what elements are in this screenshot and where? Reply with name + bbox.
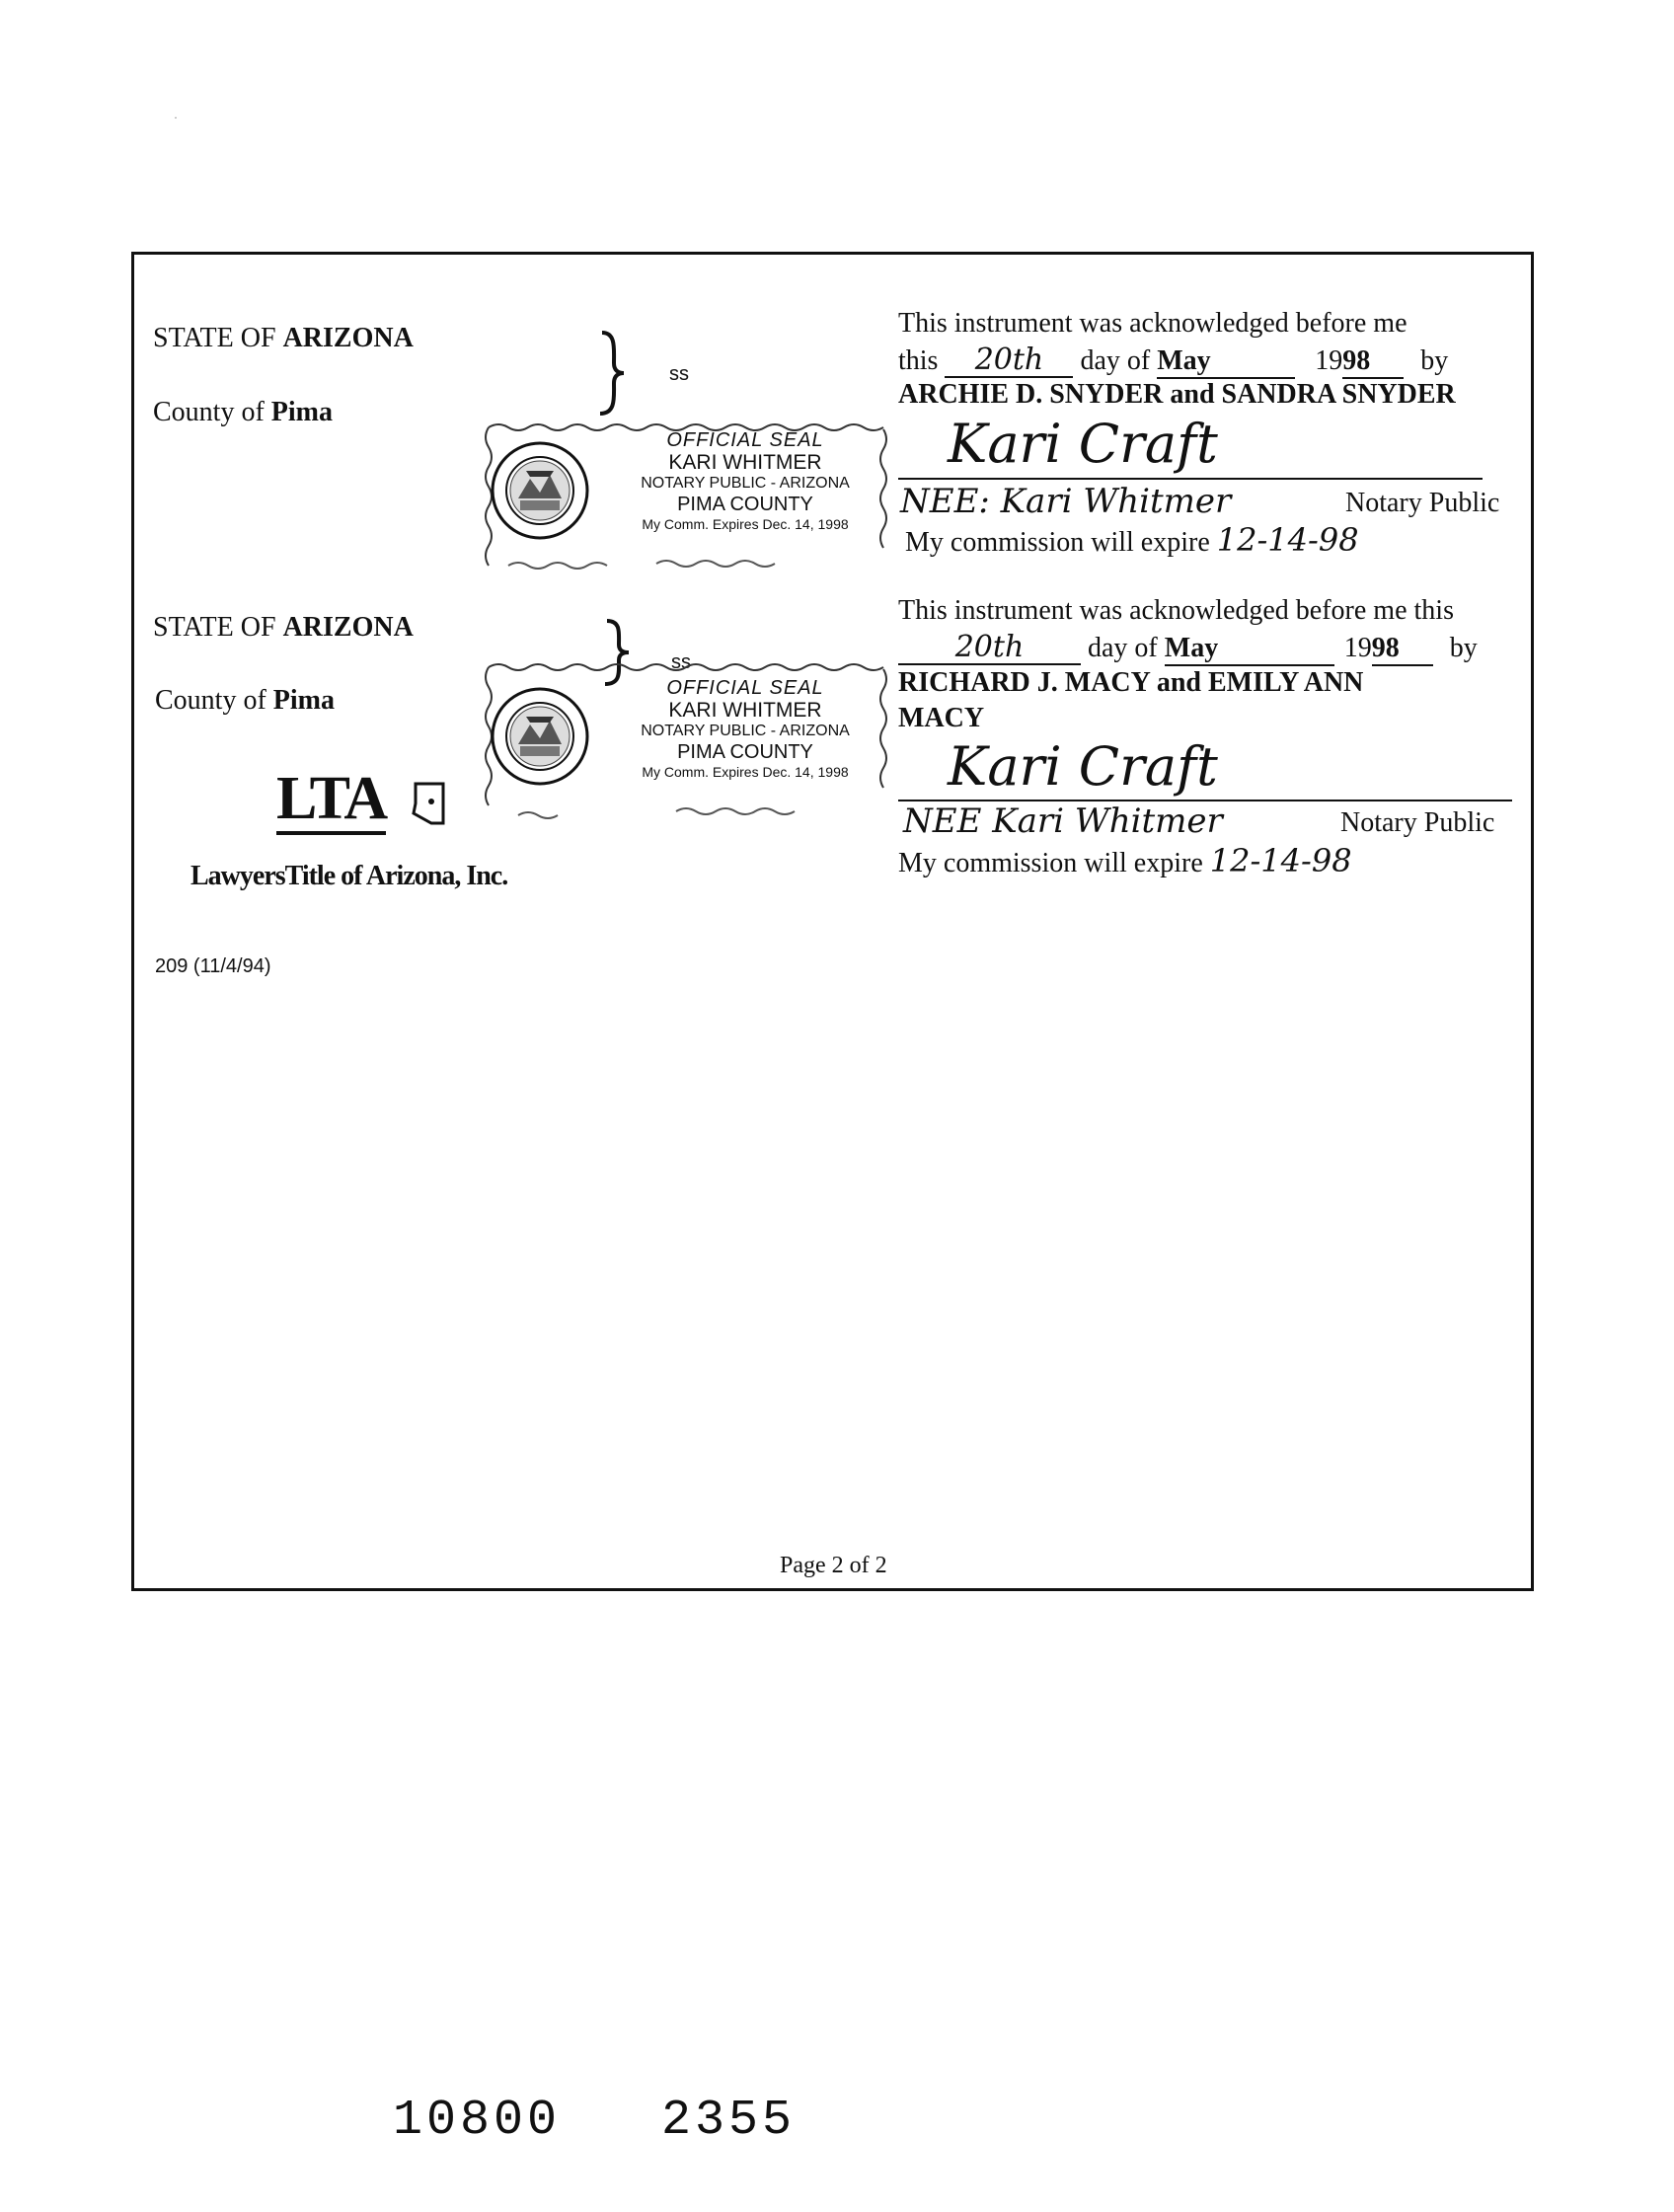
notary-signature-1: Kari Craft — [948, 413, 1218, 475]
parties-line-1 — [898, 379, 1456, 411]
seal-text-2 — [607, 677, 883, 781]
ss-label-2: ss — [671, 651, 691, 673]
page-label: Page 2 of 2 — [780, 1553, 887, 1578]
arizona-map-icon — [410, 780, 449, 829]
month-value: May — [1157, 345, 1295, 379]
by-label: by — [1449, 633, 1478, 663]
seal-official-label: OFFICIAL SEAL — [666, 429, 824, 451]
seal-text-1 — [607, 429, 883, 533]
seal-notary-title: NOTARY PUBLIC - ARIZONA — [641, 475, 850, 492]
scan-mark: · — [174, 111, 178, 124]
form-number: 209 (11/4/94) — [155, 955, 271, 977]
county-value: Pima — [270, 397, 333, 427]
county-label: County of — [155, 685, 273, 716]
signature-line-1 — [898, 478, 1483, 480]
ack-line-2: This instrument was acknowledged before me this — [898, 595, 1454, 626]
county-label: County of — [153, 397, 271, 427]
county-line-1 — [153, 397, 333, 428]
day-of-label: day of — [1088, 633, 1158, 663]
state-value: ARIZONA — [282, 612, 414, 643]
seal-official-label: OFFICIAL SEAL — [666, 677, 824, 699]
arizona-state-seal-icon — [493, 443, 587, 538]
year-prefix: 19 — [1343, 633, 1372, 663]
state-line-2 — [153, 612, 414, 644]
document-number: 10800 2355 — [393, 2093, 797, 2149]
notary-seal-stamp-1 — [479, 420, 898, 572]
county-line-2 — [155, 685, 335, 717]
brace-1-icon — [592, 329, 632, 418]
commission-line-1 — [905, 521, 1359, 559]
county-value: Pima — [272, 685, 335, 716]
arizona-state-seal-icon — [493, 689, 587, 784]
commission-line-2 — [898, 842, 1352, 879]
notary-public-label-2: Notary Public — [1340, 807, 1495, 838]
commission-date-handwritten: 12-14-98 — [1209, 842, 1352, 879]
notary-signature-2: Kari Craft — [948, 735, 1218, 798]
ack-date-line-1 — [898, 344, 1448, 379]
state-value: ARIZONA — [282, 323, 414, 353]
commission-label: My commission will expire — [898, 848, 1203, 878]
by-label: by — [1420, 345, 1449, 376]
lta-logo — [276, 765, 387, 835]
this-word: this — [898, 345, 939, 376]
parties-value-cont: MACY — [898, 703, 985, 733]
month-value: May — [1165, 633, 1334, 666]
day-handwritten: 20th — [898, 632, 1081, 665]
seal-notary-title: NOTARY PUBLIC - ARIZONA — [641, 723, 850, 739]
ack-date-line-2 — [898, 632, 1478, 666]
day-handwritten: 20th — [945, 344, 1073, 378]
seal-expiration: My Comm. Expires Dec. 14, 1998 — [642, 764, 849, 780]
seal-county: PIMA COUNTY — [677, 494, 813, 515]
ack-line-1: This instrument was acknowledged before me — [898, 308, 1408, 339]
state-label: STATE OF — [153, 612, 283, 643]
day-of-label: day of — [1080, 345, 1151, 376]
state-label: STATE OF — [153, 323, 283, 353]
logo-company-name: LawyersTitle of Arizona, Inc. — [190, 861, 508, 891]
year-prefix: 19 — [1315, 345, 1343, 376]
year-suffix: 98 — [1372, 633, 1433, 666]
notary-seal-stamp-2 — [479, 659, 898, 822]
logo-mark: LTA — [276, 768, 386, 835]
seal-notary-name: KARI WHITMER — [668, 451, 822, 474]
parties-value: RICHARD J. MACY and EMILY ANN — [898, 667, 1364, 698]
year-suffix: 98 — [1342, 345, 1404, 379]
parties-line-2b — [898, 703, 984, 734]
seal-notary-name: KARI WHITMER — [668, 699, 822, 722]
notary-public-label-1: Notary Public — [1345, 488, 1500, 518]
parties-line-2a — [898, 667, 1363, 699]
ss-label-1: ss — [669, 363, 689, 385]
state-line-1 — [153, 323, 414, 354]
nee-signature-1: NEE: Kari Whitmer — [900, 482, 1232, 521]
nee-signature-2: NEE Kari Whitmer — [903, 801, 1223, 841]
commission-label: My commission will expire — [905, 527, 1210, 558]
seal-county: PIMA COUNTY — [677, 741, 813, 763]
seal-expiration: My Comm. Expires Dec. 14, 1998 — [642, 516, 849, 532]
commission-date-handwritten: 12-14-98 — [1216, 521, 1359, 559]
parties-value: ARCHIE D. SNYDER and SANDRA SNYDER — [898, 379, 1456, 410]
